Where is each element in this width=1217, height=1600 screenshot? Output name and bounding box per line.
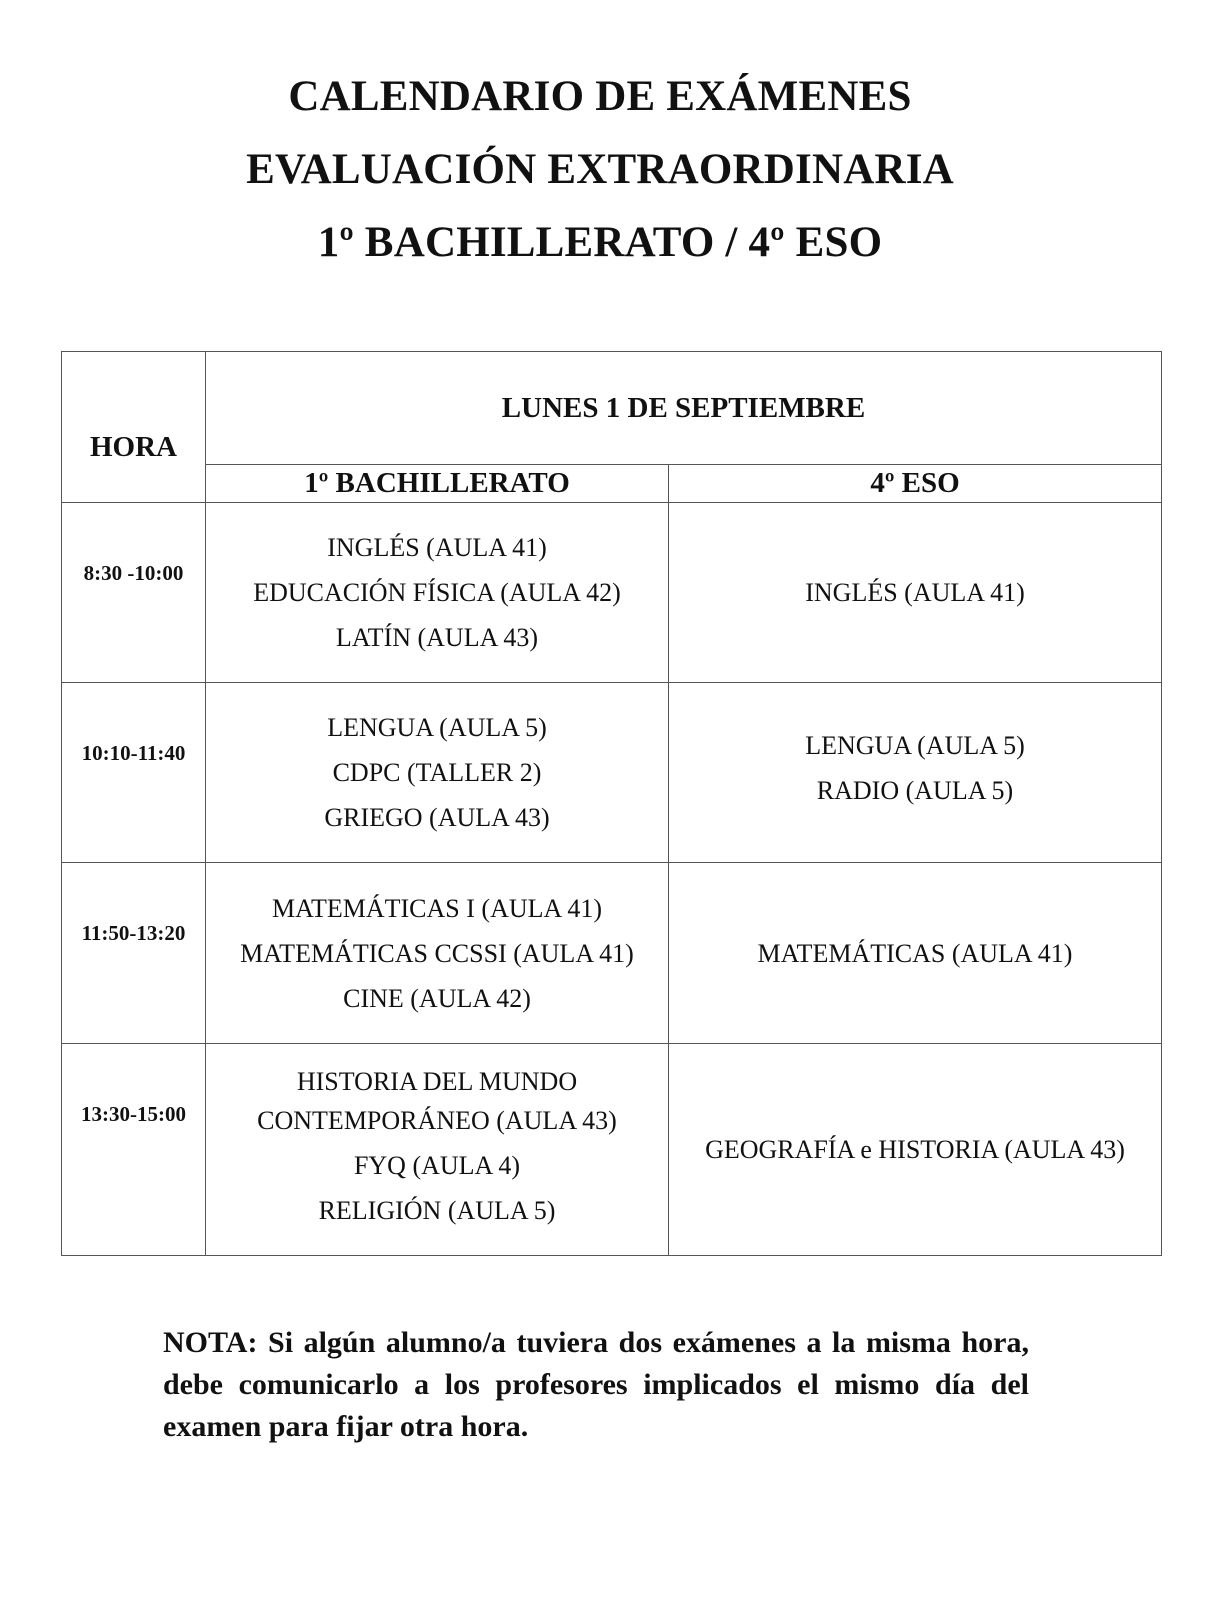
exam-item: RADIO (AULA 5)	[816, 776, 1014, 805]
day-header: LUNES 1 DE SEPTIEMBRE	[206, 352, 1162, 465]
table-row	[62, 863, 1162, 1044]
exam-item: HISTORIA DEL MUNDO	[296, 1067, 578, 1096]
exam-item: MATEMÁTICAS CCSSI (AULA 41)	[240, 938, 634, 968]
exam-schedule-table	[61, 351, 1162, 1256]
title-line-2: EVALUACIÓN EXTRAORDINARIA	[246, 146, 954, 193]
title-line-1: CALENDARIO DE EXÁMENES	[288, 73, 912, 120]
eso-exams	[669, 683, 1162, 863]
eso-exams	[669, 1044, 1162, 1256]
exam-item: LATÍN (AULA 43)	[335, 623, 539, 652]
exam-item: LENGUA (AULA 5)	[327, 713, 547, 742]
note-paragraph: NOTA: Si algún alumno/a tuviera dos exámenes a la misma hora, debe comunicarlo a los profesores implicados el mismo día del examen para fijar otra hora.	[163, 1326, 1029, 1443]
bachillerato-exams	[206, 683, 669, 863]
exam-item: INGLÉS (AULA 41)	[805, 578, 1025, 607]
exam-item: GEOGRAFÍA e HISTORIA (AULA 43)	[705, 1135, 1125, 1164]
time-slot: 8:30 -10:00	[62, 503, 206, 683]
time-slot: 13:30-15:00	[62, 1044, 206, 1256]
exam-item: EDUCACIÓN FÍSICA (AULA 42)	[253, 578, 621, 607]
group-header-bachillerato: 1º BACHILLERATO	[206, 465, 669, 503]
exam-item: CONTEMPORÁNEO (AULA 43)	[257, 1106, 617, 1135]
table-row	[62, 683, 1162, 863]
title-line-3: 1º BACHILLERATO / 4º ESO	[317, 219, 883, 266]
exam-item: INGLÉS (AULA 41)	[327, 533, 547, 562]
eso-exams	[669, 863, 1162, 1044]
time-slot: 10:10-11:40	[62, 683, 206, 863]
bachillerato-exams	[206, 503, 669, 683]
document-title	[0, 60, 1200, 279]
time-slot: 11:50-13:20	[62, 863, 206, 1044]
bachillerato-exams	[206, 1044, 669, 1256]
exam-item: GRIEGO (AULA 43)	[324, 803, 550, 832]
exam-item: MATEMÁTICAS (AULA 41)	[757, 938, 1073, 968]
eso-exams	[669, 503, 1162, 683]
bachillerato-exams	[206, 863, 669, 1044]
group-header-eso: 4º ESO	[669, 465, 1162, 503]
exam-item: MATEMÁTICAS I (AULA 41)	[271, 893, 603, 923]
hora-header: HORA	[62, 352, 206, 503]
exam-item: CDPC (TALLER 2)	[332, 758, 542, 787]
exam-item: FYQ (AULA 4)	[353, 1151, 521, 1180]
table-row	[62, 1044, 1162, 1256]
exam-item: LENGUA (AULA 5)	[805, 731, 1025, 760]
exam-item: RELIGIÓN (AULA 5)	[318, 1196, 556, 1225]
exam-item: CINE (AULA 42)	[343, 983, 531, 1013]
table-row	[62, 503, 1162, 683]
